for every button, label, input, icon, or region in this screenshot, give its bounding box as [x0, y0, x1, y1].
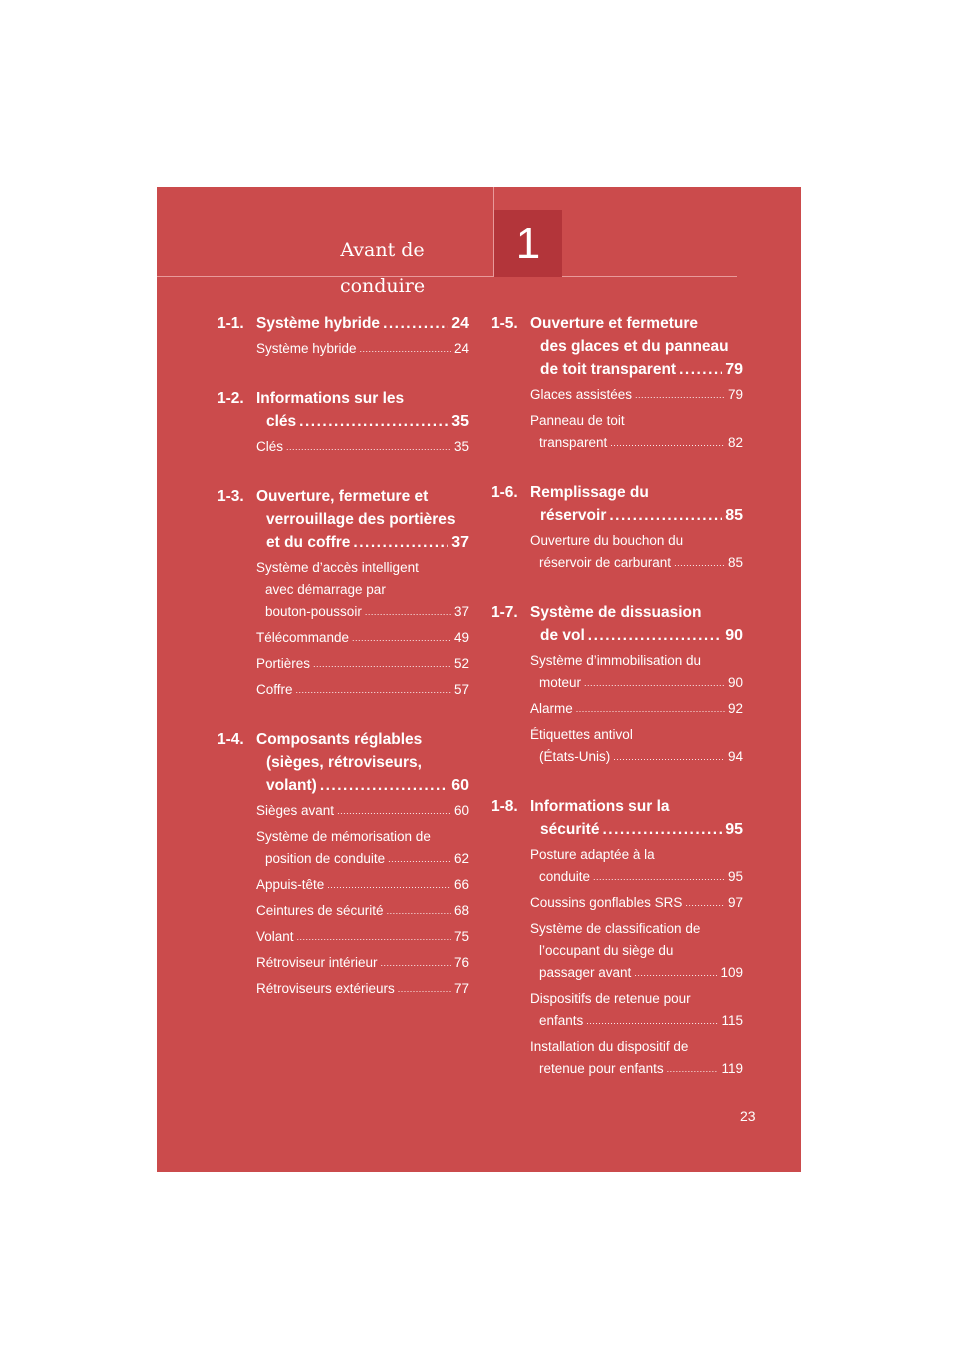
entry-text: réservoir de carburant	[539, 555, 672, 570]
entry-last-line	[530, 746, 743, 768]
dot-leader	[313, 653, 451, 675]
section-title-line: Système de dissuasion	[530, 604, 702, 621]
entry-text: Portières	[256, 656, 311, 671]
entry-line: Installation du dispositif de	[530, 1039, 689, 1054]
page-ref: 62	[453, 851, 469, 866]
toc-section	[217, 728, 469, 1000]
section-title-link[interactable]	[540, 358, 743, 381]
page-ref: 94	[727, 749, 743, 764]
entry-text: de toit transparent	[540, 361, 677, 378]
entry-title-link[interactable]	[530, 892, 743, 914]
entry-last-line	[530, 432, 743, 454]
page-ref: 37	[453, 604, 469, 619]
section-heading	[491, 312, 743, 381]
section-number: 1-8.	[491, 798, 518, 815]
page-ref: 52	[453, 656, 469, 671]
dot-leader	[381, 952, 451, 974]
entry-title-link[interactable]	[256, 436, 469, 458]
entry-text: Clés	[256, 439, 284, 454]
section-title	[491, 312, 743, 381]
entry-title-link[interactable]	[256, 653, 469, 675]
entry-line: Système d’accès intelligent	[256, 560, 419, 575]
section-title	[217, 312, 469, 335]
page-ref: 79	[727, 387, 743, 402]
dot-leader	[365, 601, 451, 623]
section-number: 1-2.	[217, 390, 244, 407]
section-heading	[491, 795, 743, 841]
dot-leader	[297, 926, 451, 948]
page-ref: 115	[721, 1013, 743, 1028]
dot-leader	[610, 432, 725, 454]
toc-entry	[256, 653, 469, 675]
section-entries	[217, 436, 469, 458]
entry-line: avec démarrage par	[265, 582, 386, 597]
toc-entry	[256, 952, 469, 974]
dot-leader	[584, 672, 725, 694]
section-title-last	[530, 818, 743, 841]
section-title	[491, 601, 743, 647]
entry-text: volant)	[266, 777, 317, 794]
section-entries	[217, 800, 469, 1000]
dot-leader	[337, 800, 451, 822]
dot-leader	[286, 436, 451, 458]
entry-title-link[interactable]	[539, 866, 743, 888]
page-ref: 68	[453, 903, 469, 918]
section-entries	[217, 557, 469, 701]
entry-last-line	[256, 978, 469, 1000]
dot-leader	[383, 312, 448, 335]
section-title-last	[530, 358, 743, 381]
page-ref: 60	[451, 777, 469, 794]
entry-line: Étiquettes antivol	[530, 727, 633, 742]
toc-section	[217, 485, 469, 701]
page-ref: 49	[453, 630, 469, 645]
section-title-line: verrouillage des portières	[266, 511, 456, 528]
dot-leader	[296, 679, 451, 701]
entry-last-line	[256, 800, 469, 822]
entry-last-line	[530, 698, 743, 720]
section-title-last	[530, 504, 743, 527]
page-ref: 90	[727, 675, 743, 690]
entry-title-link[interactable]	[539, 1058, 743, 1080]
entry-text: de vol	[540, 627, 585, 644]
entry-last-line	[530, 384, 743, 406]
entry-line: Système de mémorisation de	[256, 829, 431, 844]
entry-title-link[interactable]	[539, 552, 743, 574]
entry-title-link[interactable]	[256, 679, 469, 701]
entry-title-link[interactable]	[256, 926, 469, 948]
entry-text: Ceintures de sécurité	[256, 903, 384, 918]
toc-entry	[530, 1036, 743, 1080]
toc-entry	[530, 530, 743, 574]
section-entries	[491, 650, 743, 768]
dot-leader	[588, 624, 722, 647]
section-number: 1-4.	[217, 731, 244, 748]
dot-leader	[576, 698, 725, 720]
section-title-link[interactable]	[540, 818, 743, 841]
section-number: 1-7.	[491, 604, 518, 621]
entry-title-link[interactable]	[539, 432, 743, 454]
entry-last-line	[530, 892, 743, 914]
toc-entry	[256, 926, 469, 948]
toc-entry	[530, 988, 743, 1032]
toc-entry	[256, 900, 469, 922]
toc-entry	[530, 918, 743, 984]
entry-last-line	[256, 926, 469, 948]
toc-entry	[530, 410, 743, 454]
dot-leader	[613, 746, 725, 768]
section-title-line: Remplissage du	[530, 484, 649, 501]
toc-section	[217, 387, 469, 458]
entry-text: Appuis-tête	[256, 877, 325, 892]
entry-line: Système d’immobilisation du	[530, 653, 702, 668]
page-ref: 85	[725, 507, 743, 524]
entry-title-link[interactable]	[256, 800, 469, 822]
entry-last-line	[256, 952, 469, 974]
toc-entry	[530, 724, 743, 768]
entry-text: Glaces assistées	[530, 387, 633, 402]
section-title-link[interactable]	[256, 312, 469, 335]
toc-entry	[256, 679, 469, 701]
page-ref: 35	[453, 439, 469, 454]
entry-title-link[interactable]	[539, 746, 743, 768]
entry-text: Alarme	[530, 701, 573, 716]
entry-text: Système hybride	[256, 341, 357, 356]
page-ref: 97	[727, 895, 743, 910]
entry-text: clés	[266, 413, 297, 430]
section-heading	[217, 312, 469, 335]
section-title-last	[256, 410, 469, 433]
dot-leader	[679, 358, 722, 381]
entry-text: (États-Unis)	[539, 749, 611, 764]
entry-text: et du coffre	[266, 534, 351, 551]
section-number: 1-1.	[217, 315, 244, 332]
dot-leader	[593, 866, 725, 888]
header-rule	[157, 276, 737, 277]
page-ref: 109	[720, 965, 743, 980]
entry-last-line	[256, 627, 469, 649]
toc-entry	[256, 874, 469, 896]
entry-text: conduite	[539, 869, 591, 884]
entry-title-link[interactable]	[539, 672, 743, 694]
section-title-line: Composants réglables	[256, 731, 423, 748]
entry-title-link[interactable]	[256, 874, 469, 896]
page-ref: 82	[727, 435, 743, 450]
page-ref: 57	[453, 682, 469, 697]
section-title-line: Informations sur la	[530, 798, 670, 815]
dot-leader	[674, 552, 725, 574]
toc-section	[491, 601, 743, 768]
entry-last-line	[530, 672, 743, 694]
toc-entry	[530, 650, 743, 694]
page-ref: 35	[451, 413, 469, 430]
section-heading	[217, 485, 469, 554]
entry-text: Coussins gonflables SRS	[530, 895, 683, 910]
dot-leader	[602, 818, 722, 841]
dot-leader	[634, 962, 717, 984]
section-title	[491, 481, 743, 527]
section-title-line: Informations sur les	[256, 390, 405, 407]
toc-entry	[256, 557, 469, 623]
entry-line: Panneau de toit	[530, 413, 625, 428]
section-title-link[interactable]	[540, 504, 743, 527]
entry-title-link[interactable]	[530, 698, 743, 720]
entry-last-line	[530, 1010, 743, 1032]
entry-last-line	[256, 679, 469, 701]
page-ref: 95	[725, 821, 743, 838]
page-ref: 66	[453, 877, 469, 892]
section-title-link[interactable]	[266, 774, 469, 797]
section-title-link[interactable]	[266, 531, 469, 554]
entry-text: Rétroviseur intérieur	[256, 955, 378, 970]
page-ref: 95	[727, 869, 743, 884]
entry-title-link[interactable]	[265, 848, 469, 870]
entry-last-line	[256, 338, 469, 360]
entry-text: sécurité	[540, 821, 600, 838]
entry-text: Rétroviseurs extérieurs	[256, 981, 395, 996]
toc-section	[491, 312, 743, 454]
toc-section	[491, 795, 743, 1080]
section-entries	[491, 530, 743, 574]
section-heading	[491, 601, 743, 647]
entry-last-line	[256, 848, 469, 870]
page-ref: 85	[727, 555, 743, 570]
section-title	[217, 387, 469, 433]
section-title-line: des glaces et du panneau	[540, 338, 729, 355]
toc-section	[491, 481, 743, 574]
section-entries	[491, 384, 743, 454]
entry-last-line	[256, 900, 469, 922]
dot-leader	[299, 410, 448, 433]
section-title	[217, 485, 469, 554]
entry-title-link[interactable]	[256, 627, 469, 649]
toc-entry	[256, 338, 469, 360]
toc-entry	[256, 978, 469, 1000]
dot-leader	[360, 338, 451, 360]
section-heading	[491, 481, 743, 527]
entry-text: bouton-poussoir	[265, 604, 362, 619]
toc-entry	[256, 436, 469, 458]
entry-text: Système hybride	[256, 315, 381, 332]
chapter-title: Avant de conduire	[339, 239, 426, 297]
entry-last-line	[530, 962, 743, 984]
entry-title-link[interactable]	[539, 962, 743, 984]
section-title-last	[256, 774, 469, 797]
entry-title-link[interactable]	[256, 900, 469, 922]
section-entries	[491, 844, 743, 1080]
toc-entry	[256, 826, 469, 870]
page-ref: 79	[725, 361, 743, 378]
entry-text: Coffre	[256, 682, 293, 697]
dot-leader	[586, 1010, 718, 1032]
section-entries	[217, 338, 469, 360]
section-title-line: Ouverture, fermeture et	[256, 488, 429, 505]
entry-line: l’occupant du siège du	[539, 943, 674, 958]
section-title-line: Ouverture et fermeture	[530, 315, 698, 332]
chapter-number-badge: 1	[494, 210, 562, 277]
section-number: 1-3.	[217, 488, 244, 505]
toc-entry	[256, 627, 469, 649]
page-ref: 76	[453, 955, 469, 970]
page-ref: 37	[451, 534, 469, 551]
section-title-last	[256, 312, 469, 335]
dot-leader	[353, 531, 448, 554]
dot-leader	[609, 504, 722, 527]
entry-last-line	[256, 601, 469, 623]
toc-entry	[530, 892, 743, 914]
entry-last-line	[530, 866, 743, 888]
entry-last-line	[530, 552, 743, 574]
entry-title-link[interactable]	[256, 338, 469, 360]
entry-title-link[interactable]	[265, 601, 469, 623]
dot-leader	[387, 900, 451, 922]
dot-leader	[327, 874, 451, 896]
dot-leader	[635, 384, 725, 406]
page-ref: 24	[453, 341, 469, 356]
dot-leader	[388, 848, 451, 870]
page-ref: 90	[725, 627, 743, 644]
toc-column-right	[491, 312, 743, 1107]
section-number: 1-5.	[491, 315, 518, 332]
entry-line: Dispositifs de retenue pour	[530, 991, 691, 1006]
section-title-link[interactable]	[540, 624, 743, 647]
entry-line: Ouverture du bouchon du	[530, 533, 684, 548]
dot-leader	[667, 1058, 719, 1080]
entry-text: réservoir	[540, 507, 607, 524]
dot-leader	[398, 978, 451, 1000]
section-number: 1-6.	[491, 484, 518, 501]
section-heading	[217, 387, 469, 433]
entry-text: Sièges avant	[256, 803, 335, 818]
entry-text: retenue pour enfants	[539, 1061, 664, 1076]
toc-entry	[256, 800, 469, 822]
toc-entry	[530, 698, 743, 720]
section-title	[217, 728, 469, 797]
toc-entry	[530, 844, 743, 888]
page-ref: 75	[453, 929, 469, 944]
entry-last-line	[256, 653, 469, 675]
section-title-link[interactable]	[266, 410, 469, 433]
page-ref: 92	[727, 701, 743, 716]
toc-entry	[530, 384, 743, 406]
dot-leader	[320, 774, 448, 797]
entry-text: Télécommande	[256, 630, 350, 645]
page-ref: 77	[453, 981, 469, 996]
page-number: 23	[740, 1108, 756, 1124]
entry-text: position de conduite	[265, 851, 386, 866]
entry-line: Système de classification de	[530, 921, 701, 936]
section-heading	[217, 728, 469, 797]
dot-leader	[685, 892, 725, 914]
section-title	[491, 795, 743, 841]
entry-text: Volant	[256, 929, 294, 944]
toc-section	[217, 312, 469, 360]
entry-title-link[interactable]	[256, 978, 469, 1000]
section-title-last	[256, 531, 469, 554]
entry-title-link[interactable]	[256, 952, 469, 974]
entry-text: moteur	[539, 675, 582, 690]
toc-column-left	[217, 312, 469, 1027]
entry-text: enfants	[539, 1013, 584, 1028]
entry-last-line	[256, 436, 469, 458]
page-ref: 60	[453, 803, 469, 818]
section-title-line: (sièges, rétroviseurs,	[266, 754, 422, 771]
page-ref: 24	[451, 315, 469, 332]
dot-leader	[352, 627, 451, 649]
entry-title-link[interactable]	[530, 384, 743, 406]
entry-last-line	[530, 1058, 743, 1080]
section-title-last	[530, 624, 743, 647]
entry-line: Posture adaptée à la	[530, 847, 655, 862]
entry-text: passager avant	[539, 965, 632, 980]
entry-text: transparent	[539, 435, 608, 450]
entry-title-link[interactable]	[539, 1010, 743, 1032]
page-ref: 119	[721, 1061, 743, 1076]
entry-last-line	[256, 874, 469, 896]
